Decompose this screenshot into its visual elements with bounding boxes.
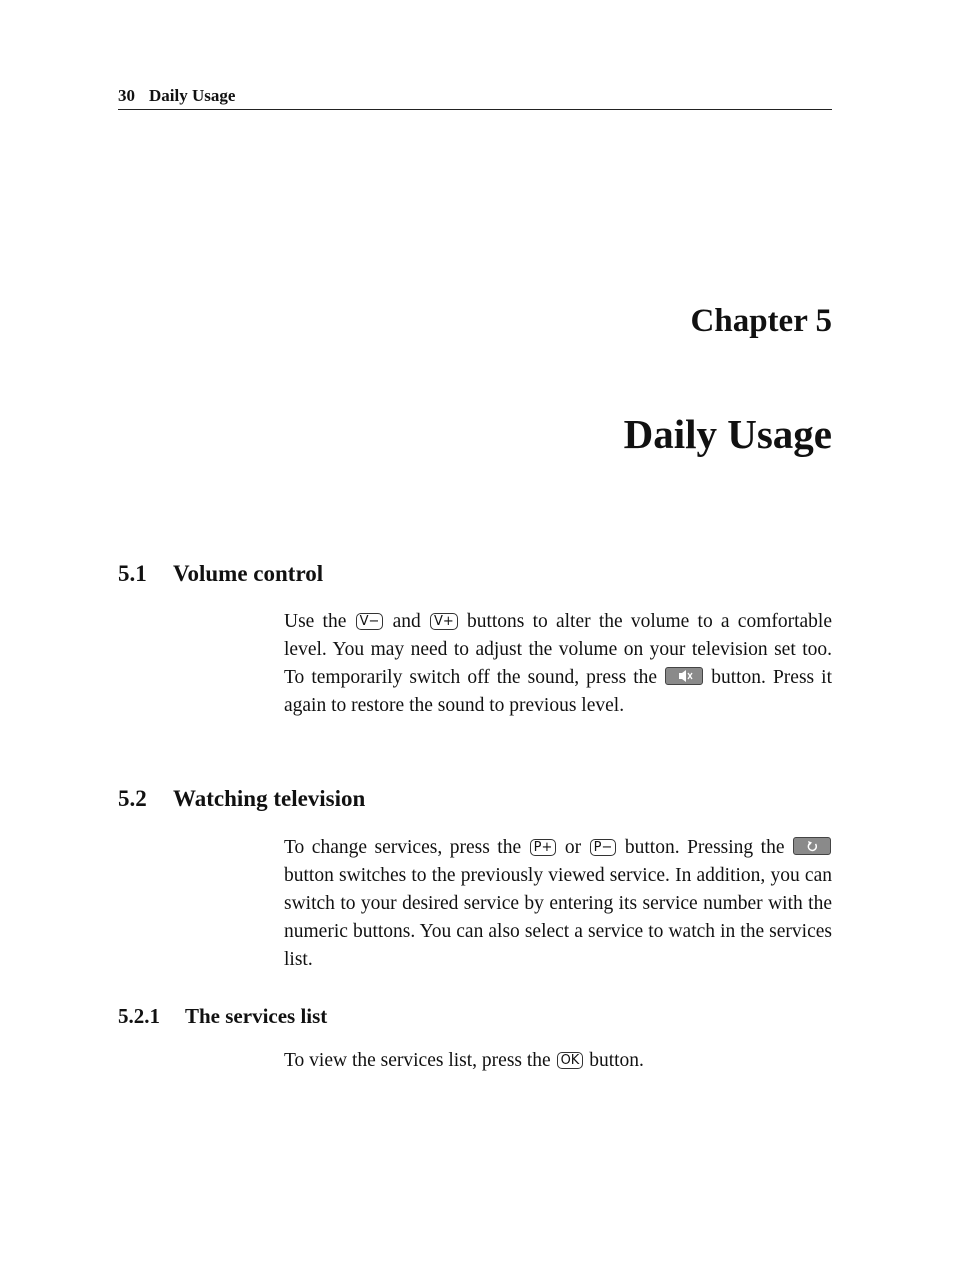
v-minus-key: V− (356, 613, 384, 630)
text-run: To change services, press the (284, 837, 529, 858)
section-heading-watching (118, 786, 365, 812)
subsection-title: The services list (185, 1004, 328, 1028)
text-run: To view the services list, press the (284, 1050, 556, 1071)
paragraph-volume (284, 608, 832, 720)
text-run: button. (584, 1050, 644, 1071)
paragraph-watching (284, 834, 832, 974)
text-run: button. Pressing the (617, 837, 793, 858)
section-number: 5.2 (118, 786, 147, 811)
section-title: Volume control (173, 561, 324, 586)
section-title: Watching television (173, 786, 366, 811)
p-minus-key: P− (590, 839, 617, 856)
subsection-heading-services-list (118, 1004, 327, 1029)
section-number: 5.1 (118, 561, 147, 586)
page-number: 30 (118, 86, 135, 105)
running-header (118, 86, 832, 110)
chapter-label: Chapter 5 (690, 303, 832, 339)
section-heading-volume (118, 561, 323, 587)
p-plus-key: P+ (530, 839, 557, 856)
text-run: or (557, 837, 589, 858)
chapter-title: Daily Usage (623, 411, 832, 457)
text-run: buttons to alter the volume to a comfortable level. You may need to adjust the volume on your television set too. To temporarily switch off the sound, press the (284, 611, 832, 688)
ok-key: OK (557, 1052, 584, 1069)
text-run: button switches to the previously viewed service. In addition, you can switch to your desired service by entering its service number with the numeric buttons. You can also select a service to watch in the services list. (284, 865, 832, 970)
text-run: and (384, 611, 429, 632)
paragraph-services-list (284, 1047, 832, 1075)
text-run: Use the (284, 611, 355, 632)
mute-icon (665, 667, 703, 685)
back-icon (793, 837, 831, 855)
subsection-number: 5.2.1 (118, 1004, 160, 1028)
running-title: Daily Usage (149, 86, 236, 105)
text-run: button. Press it again to restore the sound to previous level. (284, 667, 833, 716)
v-plus-key: V+ (430, 613, 458, 630)
